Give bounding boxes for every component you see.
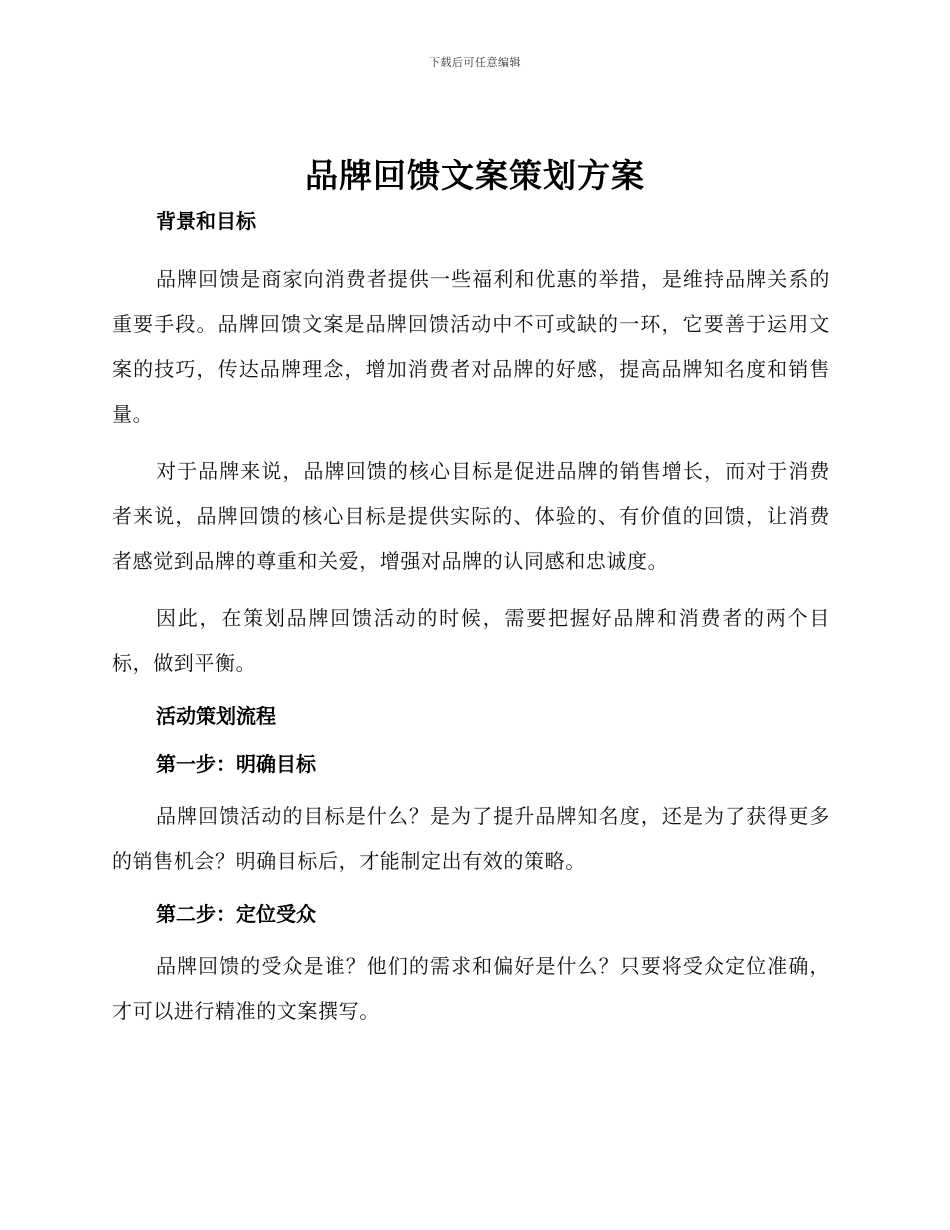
paragraph-background-2: 对于品牌来说，品牌回馈的核心目标是促进品牌的销售增长，而对于消费者来说，品牌回馈的核心目标是提供实际的、体验的、有价值的回馈，让消费者感觉到品牌的尊重和关爱，增强对品牌的认同感和忠诚度。 [112, 459, 830, 573]
paragraph-step-2: 品牌回馈的受众是谁？他们的需求和偏好是什么？只要将受众定位准确，才可以进行精准的文案撰写。 [112, 954, 830, 1023]
step-heading-1: 第一步：明确目标 [156, 752, 316, 776]
paragraph-step-1: 品牌回馈活动的目标是什么？是为了提升品牌知名度，还是为了获得更多的销售机会？明确目标后，才能制定出有效的策略。 [112, 804, 830, 873]
paragraph-background-1: 品牌回馈是商家向消费者提供一些福利和优惠的举措，是维持品牌关系的重要手段。品牌回馈文案是品牌回馈活动中不可或缺的一环，它要善于运用文案的技巧，传达品牌理念，增加消费者对品牌的好感，提高品牌知名度和销售量。 [112, 267, 830, 426]
header-note: 下载后可任意编辑 [429, 56, 521, 69]
section-heading-process: 活动策划流程 [156, 704, 276, 728]
document-body [112, 203, 830, 1034]
section-heading-background: 背景和目标 [156, 209, 256, 233]
paragraph-background-3: 因此，在策划品牌回馈活动的时候，需要把握好品牌和消费者的两个目标，做到平衡。 [112, 606, 830, 675]
document-title: 品牌回馈文案策划方案 [305, 156, 645, 195]
step-heading-2: 第二步：定位受众 [156, 902, 316, 926]
